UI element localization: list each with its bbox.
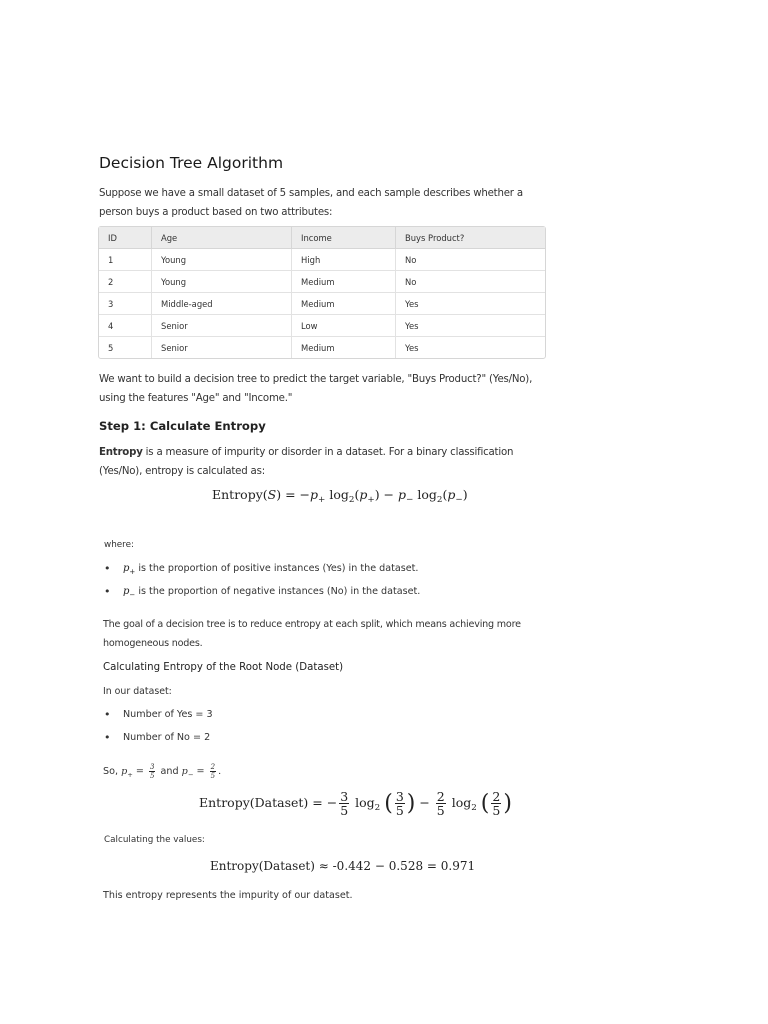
root-entropy-heading: Calculating Entropy of the Root Node (Dataset): [103, 662, 344, 673]
table-cell: No: [396, 271, 545, 293]
column-header: Age: [152, 227, 292, 249]
table-cell: Medium: [292, 337, 396, 358]
frac-den: 5: [395, 803, 404, 818]
dataset-entropy-formula: Entropy(Dataset) = − $\frac{3}{5}$ $\log_2$ ( $\frac{3}{5}$ ) − $\frac{2}{5}$ $\log_2$ ( $\frac{2}{5}$ ): [199, 789, 512, 818]
table-cell: 2: [99, 271, 152, 293]
frac-num: 3: [395, 789, 404, 804]
table-cell: Yes: [396, 315, 545, 337]
calc-label: Calculating the values:: [104, 835, 205, 845]
frac-den: 5: [436, 803, 445, 818]
so-label: So,: [103, 766, 119, 777]
goal-paragraph: We want to build a decision tree to predict the target variable, "Buys Product?" (Yes/No), using the features "Age" and "Income.": [99, 374, 533, 404]
table-cell: High: [292, 249, 396, 271]
where-label: where:: [104, 540, 134, 550]
table-row: [99, 293, 545, 315]
frac-den: 5: [340, 803, 349, 818]
table-cell: 3: [99, 293, 152, 315]
table-cell: Yes: [396, 293, 545, 315]
conclusion-text: This entropy represents the impurity of our dataset.: [103, 890, 353, 901]
entropy-result-formula: Entropy(Dataset) ≈ -0.442 − 0.528 = 0.971: [210, 859, 476, 873]
frac-den: 5: [492, 803, 501, 818]
frac-den: 5: [210, 772, 216, 780]
table-header-row: [99, 227, 545, 249]
frac-num: 3: [150, 763, 155, 771]
list-item: • $p_-$ is the proportion of negative instances (No) in the dataset.: [104, 585, 420, 608]
table-cell: Young: [152, 249, 292, 271]
our-dataset-label: In our dataset:: [103, 686, 172, 697]
entropy-term: Entropy: [99, 447, 143, 458]
counts-list: [104, 708, 213, 754]
table-cell: No: [396, 249, 545, 271]
table-cell: Senior: [152, 337, 292, 358]
table-cell: 5: [99, 337, 152, 358]
entropy-formula: Entropy(S) = $-p_+$ $\log_2(p_+) - p_-$ $\log_2(p_-)$: [212, 487, 468, 505]
table-cell: 1: [99, 249, 152, 271]
frac-num: 3: [340, 789, 349, 804]
table-row: [99, 337, 545, 358]
table-row: [99, 271, 545, 293]
goal-text: The goal of a decision tree is to reduce entropy at each split, which means achieving more homogeneous nodes.: [103, 619, 521, 649]
and-label: and: [160, 766, 179, 777]
column-header: ID: [99, 227, 152, 249]
dataset-table: [98, 226, 546, 359]
list-item: • Number of No = 2: [104, 731, 213, 754]
table-cell: Medium: [292, 271, 396, 293]
table-cell: Young: [152, 271, 292, 293]
page-title: Decision Tree Algorithm: [99, 154, 284, 172]
intro-paragraph: Suppose we have a small dataset of 5 samples, and each sample describes whether a person buys a product based on two attributes:: [99, 188, 523, 218]
where-list: [104, 562, 420, 608]
column-header: Income: [292, 227, 396, 249]
table-cell: Medium: [292, 293, 396, 315]
table-cell: Senior: [152, 315, 292, 337]
table-row: [99, 249, 545, 271]
frac-num: 2: [210, 763, 216, 771]
list-item-text: is the proportion of negative instances (No) in the dataset.: [138, 586, 421, 597]
entropy-definition: [99, 443, 549, 481]
probabilities-line: So, $p_+$ = $\frac{3}{5}$ and $p_-$ = $\frac{2}{5}$ .: [103, 763, 222, 780]
frac-den: 5: [150, 772, 155, 780]
list-item: • $p_+$ is the proportion of positive instances (Yes) in the dataset.: [104, 562, 420, 585]
table-cell: Low: [292, 315, 396, 337]
table-cell: Middle-aged: [152, 293, 292, 315]
frac-num: 2: [492, 789, 501, 804]
table-row: [99, 315, 545, 337]
term-yes: -0.442: [332, 859, 372, 873]
entropy-value: 0.971: [440, 859, 476, 873]
frac-num: 2: [436, 789, 445, 804]
column-header: Buys Product?: [396, 227, 545, 249]
step1-heading: Step 1: Calculate Entropy: [99, 419, 266, 433]
list-item: • Number of Yes = 3: [104, 708, 213, 731]
term-no: 0.528: [388, 859, 424, 873]
table-cell: Yes: [405, 342, 419, 353]
list-item-text: is the proportion of positive instances (Yes) in the dataset.: [138, 563, 419, 574]
entropy-definition-text: is a measure of impurity or disorder in a dataset. For a binary classification (Yes/No), entropy is calculated as:: [99, 447, 514, 477]
table-cell: 4: [99, 315, 152, 337]
